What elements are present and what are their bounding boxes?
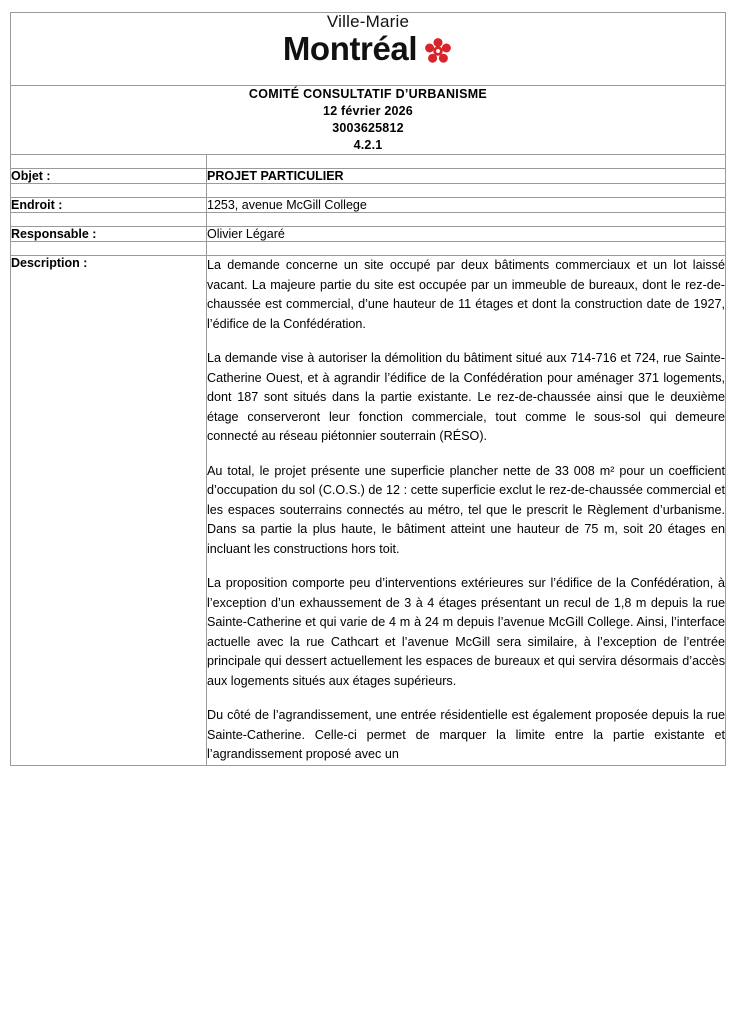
document-table <box>10 12 726 766</box>
city-name: Montréal <box>282 30 418 67</box>
spacer-cell-left <box>11 155 207 169</box>
spacer-row <box>11 213 726 227</box>
field-label-objet: Objet : <box>11 169 207 184</box>
file-number: 3003625812 <box>332 121 404 135</box>
spacer-row <box>11 184 726 198</box>
header-cell <box>11 86 726 155</box>
description-paragraph: La demande vise à autoriser la démolition du bâtiment situé aux 714-716 et 724, rue Sainte-Catherine Ouest, et à agrandir l’édifice de la Confédération pour aménager 371 logements, dont 187 sont situés dans la partie existante. Le rez-de-chaussée ainsi que le deuxième étage conserveront leur fonction commerciale, tout comme le sous-sol qui demeure connecté au réseau piétonnier souterrain (RÉSO). <box>207 351 725 443</box>
logo-cell <box>11 13 726 86</box>
spacer-cell-left <box>11 213 207 227</box>
spacer-cell-right <box>207 155 726 169</box>
description-paragraph: La demande concerne un site occupé par deux bâtiments commerciaux et un lot laissé vacant. La majeure partie du site est occupée par un immeuble de bureaux, dont le rez-de-chaussée est commercial, d’une hauteur de 11 étages et dont la construction date de 1927, l’édifice de la Confédération. <box>207 258 725 331</box>
header-row <box>11 86 726 155</box>
field-label-endroit: Endroit : <box>11 198 207 213</box>
spacer-cell-right <box>207 184 726 198</box>
spacer-cell-right <box>207 242 726 256</box>
logo-row <box>11 13 726 86</box>
field-row-objet <box>11 169 726 184</box>
spacer-row <box>11 242 726 256</box>
montreal-logo <box>283 13 453 65</box>
description-paragraph: La proposition comporte peu d’interventions extérieures sur l’édifice de la Confédération, à l’exception d’un exhaussement de 3 à 4 étages présentant un recul de 1,8 m depuis la rue Sainte-Catherine et qui varie de 4 m à 24 m depuis l’avenue McGill College. Ainsi, l’interface actuelle avec la rue Cathcart et l’avenue McGill sera similaire, à l’exception de l’entrée principale qui dessert actuellement les espaces de bureaux et qui servira désormais d’accès aux logements situés aux étages supérieurs. <box>207 576 725 688</box>
spacer-cell-left <box>11 184 207 198</box>
field-row-endroit <box>11 198 726 213</box>
spacer-cell-left <box>11 242 207 256</box>
montreal-flower-logo-icon <box>423 36 453 66</box>
field-label-responsable: Responsable : <box>11 227 207 242</box>
meeting-date: 12 février 2026 <box>323 104 413 118</box>
spacer-row <box>11 155 726 169</box>
item-number: 4.2.1 <box>353 138 383 152</box>
committee-title: COMITÉ CONSULTATIF D’URBANISME <box>248 87 488 101</box>
description-text <box>207 256 726 766</box>
field-value-objet: PROJET PARTICULIER <box>207 169 726 184</box>
description-paragraph: Au total, le projet présente une superficie plancher nette de 33 008 m² pour un coefficient d’occupation du sol (C.O.S.) de 12 : cette superficie exclut le rez-de-chaussée commercial et les espaces souterrains connectés au métro, tel que le prescrit le Règlement d’urbanisme. Dans sa partie la plus haute, le bâtiment atteint une hauteur de 75 m, soit 20 étages en incluant les constructions hors toit. <box>207 463 725 556</box>
borough-name: Ville-Marie <box>326 12 410 31</box>
spacer-cell-right <box>207 213 726 227</box>
field-value-endroit: 1253, avenue McGill College <box>207 198 726 213</box>
field-row-description <box>11 256 726 766</box>
description-paragraph: Du côté de l’agrandissement, une entrée résidentielle est également proposée depuis la rue Sainte-Catherine. Celle-ci permet de marquer la limite entre la partie existante et l’agrandissement proposé avec un <box>207 708 725 761</box>
field-label-description: Description : <box>11 256 207 766</box>
field-value-responsable: Olivier Légaré <box>207 227 726 242</box>
field-row-responsable <box>11 227 726 242</box>
